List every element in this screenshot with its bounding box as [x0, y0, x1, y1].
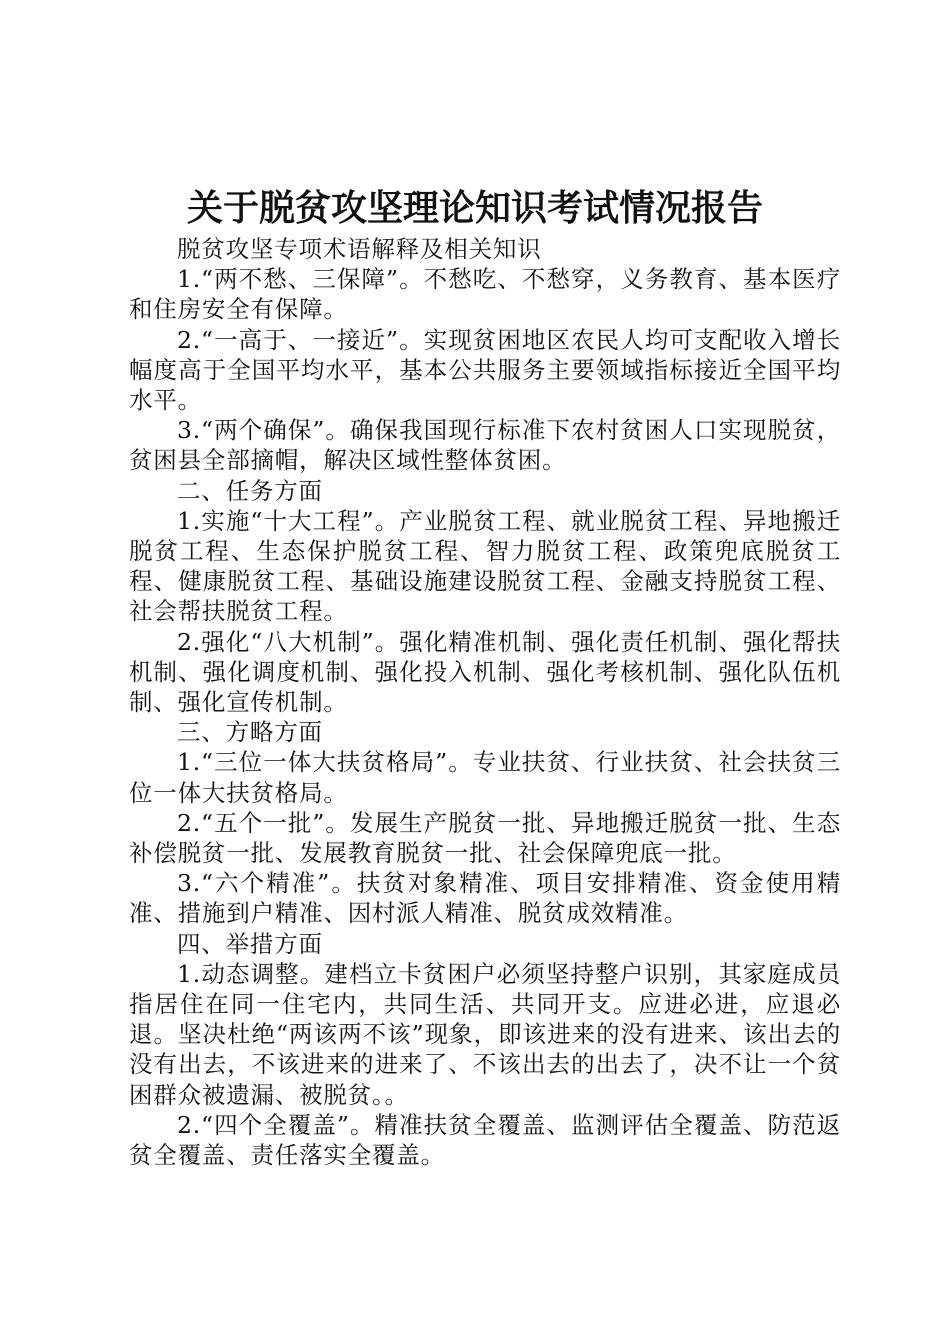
paragraph-six-precisions: 3.“六个精准”。扶贫对象精准、项目安排精准、资金使用精准、措施到户精准、因村派人精准、脱贫成效精准。: [129, 869, 841, 928]
document-title: 关于脱贫攻坚理论知识考试情况报告: [186, 187, 763, 229]
paragraph-dynamic-adjustment: 1.动态调整。建档立卡贫困户必须坚持整户识别，其家庭成员指居住在同一住宅内，共同生活、共同开支。应进必进，应退必退。坚决杜绝“两该两不该”现象，即该进来的没有进来、该出去的没有出去，不该进来的进来了、不该出去的出去了，决不让一个贫困群众被遗漏、被脱贫。。: [129, 959, 841, 1109]
paragraph-two-ensures: 3.“两个确保”。确保我国现行标准下农村贫困人口实现脱贫，贫困县全部摘帽，解决区域性整体贫困。: [129, 416, 841, 475]
document-body: [129, 234, 841, 1170]
paragraph-intro: 脱贫攻坚专项术语解释及相关知识: [177, 235, 542, 263]
paragraph-one-higher-one-close: 2.“一高于、一接近”。实现贫困地区农民人均可支配收入增长幅度高于全国平均水平，基本公共服务主要领域指标接近全国平均水平。: [129, 325, 841, 415]
section-heading-strategy: 三、方略方面: [177, 718, 323, 747]
paragraph-two-no-worries: 1.“两不愁、三保障”。不愁吃、不愁穿，义务教育、基本医疗和住房安全有保障。: [129, 265, 841, 324]
section-heading-measures: 四、举措方面: [177, 929, 323, 958]
paragraph-four-full-coverage: 2.“四个全覆盖”。精准扶贫全覆盖、监测评估全覆盖、防范返贫全覆盖、责任落实全覆盖。: [129, 1110, 841, 1170]
paragraph-five-batches: 2.“五个一批”。发展生产脱贫一批、异地搬迁脱贫一批、生态补偿脱贫一批、发展教育脱贫一批、社会保障兜底一批。: [129, 808, 841, 868]
paragraph-eight-mechanisms: 2.强化“八大机制”。强化精准机制、强化责任机制、强化帮扶机制、强化调度机制、强化投入机制、强化考核机制、强化队伍机制、强化宣传机制。: [129, 627, 841, 717]
paragraph-ten-projects: 1.实施“十大工程”。产业脱贫工程、就业脱贫工程、异地搬迁脱贫工程、生态保护脱贫工程、智力脱贫工程、政策兜底脱贫工程、健康脱贫工程、基础设施建设脱贫工程、金融支持脱贫工程、社会帮扶脱贫工程。: [129, 506, 841, 626]
paragraph-three-in-one: 1.“三位一体大扶贫格局”。专业扶贫、行业扶贫、社会扶贫三位一体大扶贫格局。: [129, 748, 841, 807]
section-heading-tasks: 二、任务方面: [177, 476, 323, 505]
